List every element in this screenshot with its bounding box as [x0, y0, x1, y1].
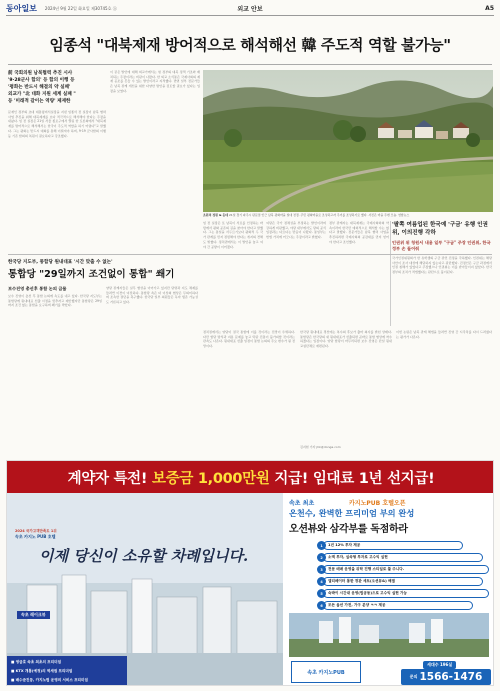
ad-phone-prefix: 문의	[409, 674, 418, 679]
subhead-4: 외교가 "北 대화 지원 세계 실패 "	[8, 92, 76, 97]
photo-caption	[203, 213, 493, 217]
side-article	[392, 221, 492, 326]
article1-col2: 이 같은 발언에 대해 외교가에서는 현 정부의 대북 정책 기조와 배치되는 주장이라는 비판이 나왔다. 한 외교 소식통은 국제사회의 제재 공조를 흔들 수 있는 발언이라고 지적했다. 반면 일부 전문가들은 남북 관계 개선을 위한 다양한 방안을 검토할 필요가 있다는 입장을 보였다.	[110, 70, 200, 93]
ad-bullet-2: ■ KTX 개통(예정)의 역세권 프리미엄	[11, 669, 73, 673]
article2-col1: 보수 진영이 총선 후 통합 논의에 속도를 내고 있다. 한국당 지도부는 통합당에 원내대표 선출 시점을 맞추자고 제안했지만 통합당은 29일까지 조건 없는 통합을 요구하며 쐐기를 박았다.	[8, 294, 102, 308]
feature-number-2: 2	[317, 553, 326, 562]
feature-number-4: 4	[317, 577, 326, 586]
ad-slogan: 이제 당신이 소유할 차례입니다.	[39, 547, 249, 565]
article2-kicker: 한국당 지도부, 통합당 원내대표 '시간 맞출 수 없는'	[8, 260, 113, 265]
ad-bullet-1: ■ 영금호 속초 최초의 프리미엄	[11, 660, 62, 664]
article1-subheads	[8, 70, 106, 105]
village-landscape-image	[203, 70, 493, 212]
headline-rule	[8, 64, 492, 65]
subhead-3: '평화는 반드시 해결의 약 실패'	[8, 85, 71, 90]
article2-col-heading: 보수진영 총선후 통합 논의 급물	[8, 286, 67, 291]
feature-3: 전문 매매 운영을 위탁 진행 스티일로 풀 주니다.	[323, 565, 489, 574]
ad-bullet-list	[7, 656, 127, 686]
article1-col6: 이번 논란은 남북 관계 해법을 둘러싼 진영 간 시각차를 다시 드러냈다는 평가가 나온다.	[396, 330, 492, 339]
feature-2: 소액 투자, 실속형 투자로 고수익 실현	[323, 553, 483, 562]
paper-logo: 동아일보	[6, 4, 37, 13]
photo-caption-text: 21일 경기 파주시 판문점 인근 남북 평화마을 일대 전경. 주민 평화마을로 조성하고자 주거를 조성하기로 했다. 사진은 마을 주변 모습. 연합뉴스	[229, 213, 410, 217]
side-article-subheadline: 인권위 위 청원서 내용 일부 "구금" 주장 인권위, 한국 정부 손 들어줘	[392, 240, 491, 251]
article2-col2: 양당 관계자들은 실무 협상을 이어가고 있지만 당명과 지도 체제를 둘러싼 이견이 여전하다. 통합당 측은 더 이상의 협상은 무의미하다며 조속한 결단을 촉구했다. 한국당 일부 의원들은 독자 생존 가능성도 거론하고 있다.	[106, 286, 198, 305]
page-number: A5	[485, 5, 494, 12]
feature-number-6: 6	[317, 601, 326, 610]
masthead	[6, 2, 494, 16]
ad-phone-box	[401, 669, 491, 685]
ad-hotel-name: 속초 카지노 PUB 호텔	[15, 534, 56, 539]
photo-caption-title: 초원의 정원 & 동네	[203, 213, 229, 217]
advertisement	[6, 460, 494, 686]
ad-building-label: 속초 레이크뷰	[17, 611, 50, 619]
ad-right-brand-1: 속초 최초	[289, 500, 315, 507]
feature-6: 모든 옵션 가전, 가구 분양 ㅋㅋ 제공	[323, 601, 473, 610]
feature-4: 엘리베이터 통한 경관 세트(오션뷰&) 해결	[323, 577, 483, 586]
ad-phone-number: 1566-1476	[419, 671, 483, 683]
feature-1: 1년 12% 투자 제공	[323, 541, 463, 550]
ad-bullet-3: ■ 배수준진등, 카지노펍 운영의 서비스 프리미엄	[11, 678, 88, 682]
article2-byline: 김지현 기자 jhk@donga.com	[300, 445, 341, 449]
article1-col1: 문재인 정부의 초대 대통령비서실장을 지낸 임종석 전 실장이 남북 협력 사업 추진을 위해 대북제재를 보다 적극적으로 해석해야 한다는 주장을 내놨다. 임 전 실장은 21일 서울 종로구에서 열린 한 토론회에서 "대북제재를 방어적으로 해석해서는 한국이 주도적 역할을 하기 어렵다"고 말했다. 그는 평화는 반드시 대화를 통해 이뤄져야 하며, 9·19 군사합의 이행 등 기존 합의의 복원이 필요하다고 강조했다.	[8, 110, 106, 138]
article1-col5: 정부 관계자는 대북제재는 국제사회와의 약속이라며 한국만 예외적으로 해석할 수는 없다고 말했다. 전문가들은 남북 협력 사업을 추진하려면 국제사회의 공감대를 먼저 얻어야 한다고 조언했다.	[329, 221, 389, 244]
ad-unit-count: 세대수 196실	[423, 661, 456, 669]
ad-banner	[7, 461, 494, 493]
feature-5: 숙박이 시간대 운영(법공동)으로 고수익 실현 가능	[323, 589, 489, 598]
feature-number-3: 3	[317, 565, 326, 574]
ad-right-title-1: 온천수, 완벽한 프리미엄 부의 완성	[289, 508, 415, 518]
side-article-headline: '팔쪽 여름업된 한국예 '구금' 유행 인권위, 이의진행 각하	[392, 222, 488, 236]
feature-number-5: 5	[317, 589, 326, 598]
section-rule	[8, 254, 492, 255]
ad-logo: 속초 카지노PUB	[291, 661, 361, 683]
article2-col4: 한국당 원내대표 경선에는 복수의 후보가 출마 의사를 밝힌 상태다. 통합당은 한국당의 새 원내대표가 선출되면 곧바로 통합 협상에 착수하겠다는 입장이다. 양당 합당이 마무리되면 보수 진영은 단일 원내 교섭단체로 재편된다.	[300, 330, 392, 349]
article1-col4: 여당은 국가 정체성을 부정하는 발언이라며 강하게 비판했고, 야당 내부에서도 당의 공식 입장과는 다르다는 반응이 나왔다. 통일부는 헌법 가치에 어긋나는 주장이라고 밝혔다.	[266, 221, 326, 240]
ad-banner-highlight: 보증금 1,000만원	[151, 470, 270, 487]
subhead-5: 등 '미래적 갈이는 역량' 제재한	[8, 99, 71, 104]
feature-number-1: 1	[317, 541, 326, 550]
issue-date: 2024년 9월 22일 화요일 제30745호 ⓐ	[44, 5, 117, 11]
ad-banner-text: 계약자 특전! 보증금 1,000만원 지급! 임대료 1년 선지급!	[67, 470, 435, 487]
column-divider	[390, 221, 391, 326]
ad-award-text: 2024 국가고객만족도 1위	[15, 529, 57, 533]
subhead-1: 前 국회의원 남북협력 추진 시사	[8, 71, 73, 76]
article2-title: 통합당 "29일까지 조건없이 통합" 쐐기	[8, 269, 175, 280]
article1-headline: 임종석 "대북제재 방어적으로 해석해선 韓 주도적 역할 불가능"	[49, 36, 451, 54]
ad-right-panel	[283, 493, 494, 686]
resort-aerial-image	[289, 613, 489, 657]
article1-col3: 임 전 실장은 또 남북이 서로를 인정하는 바탕에서 평화 공존의 길을 찾아야 한다고 말했다. 그는 통일을 서두르기보다 평화적 두 국가 관계를 먼저 정립해야 한다는 취지의 견해도 밝혔다. 정치권에서는 이 발언을 놓고 여야 간 공방이 이어졌다.	[203, 221, 263, 249]
side-article-body: 국가인권위원회가 한 유학생의 구금 관련 진정을 각하했다. 인권위는 해당 사안이 조사 대상에 해당하지 않는다고 판단했다. 진정인은 구금 과정에서 인권 침해가 있었다고 주장했으나 인권위는 이를 받아들이지 않았다. 한국 정부의 조치가 적법했다는 판단으로 풀이된다.	[392, 256, 492, 275]
subhead-2: '9·28군사 합의' 등 합의 이행 등	[8, 78, 75, 83]
ad-left-panel	[7, 493, 283, 686]
ad-right-title-2: 오션뷰와 삼각부를 독점하라	[289, 524, 408, 535]
news-photo	[203, 70, 493, 212]
ad-right-brand-2: 카지노PUB 호텔오픈	[349, 500, 406, 507]
section-name: 외교 안보	[237, 6, 263, 13]
article2-col3: 정치권에서는 양당이 결국 통합에 이를 것이라는 전망이 우세하다. 다만 합당 방식과 지분 문제를 놓고 막판 진통이 불가피할 것이라는 관측도 나온다. 원내대표 선출 일정이 통합 논의의 주요 변수가 될 전망이다.	[203, 330, 295, 349]
